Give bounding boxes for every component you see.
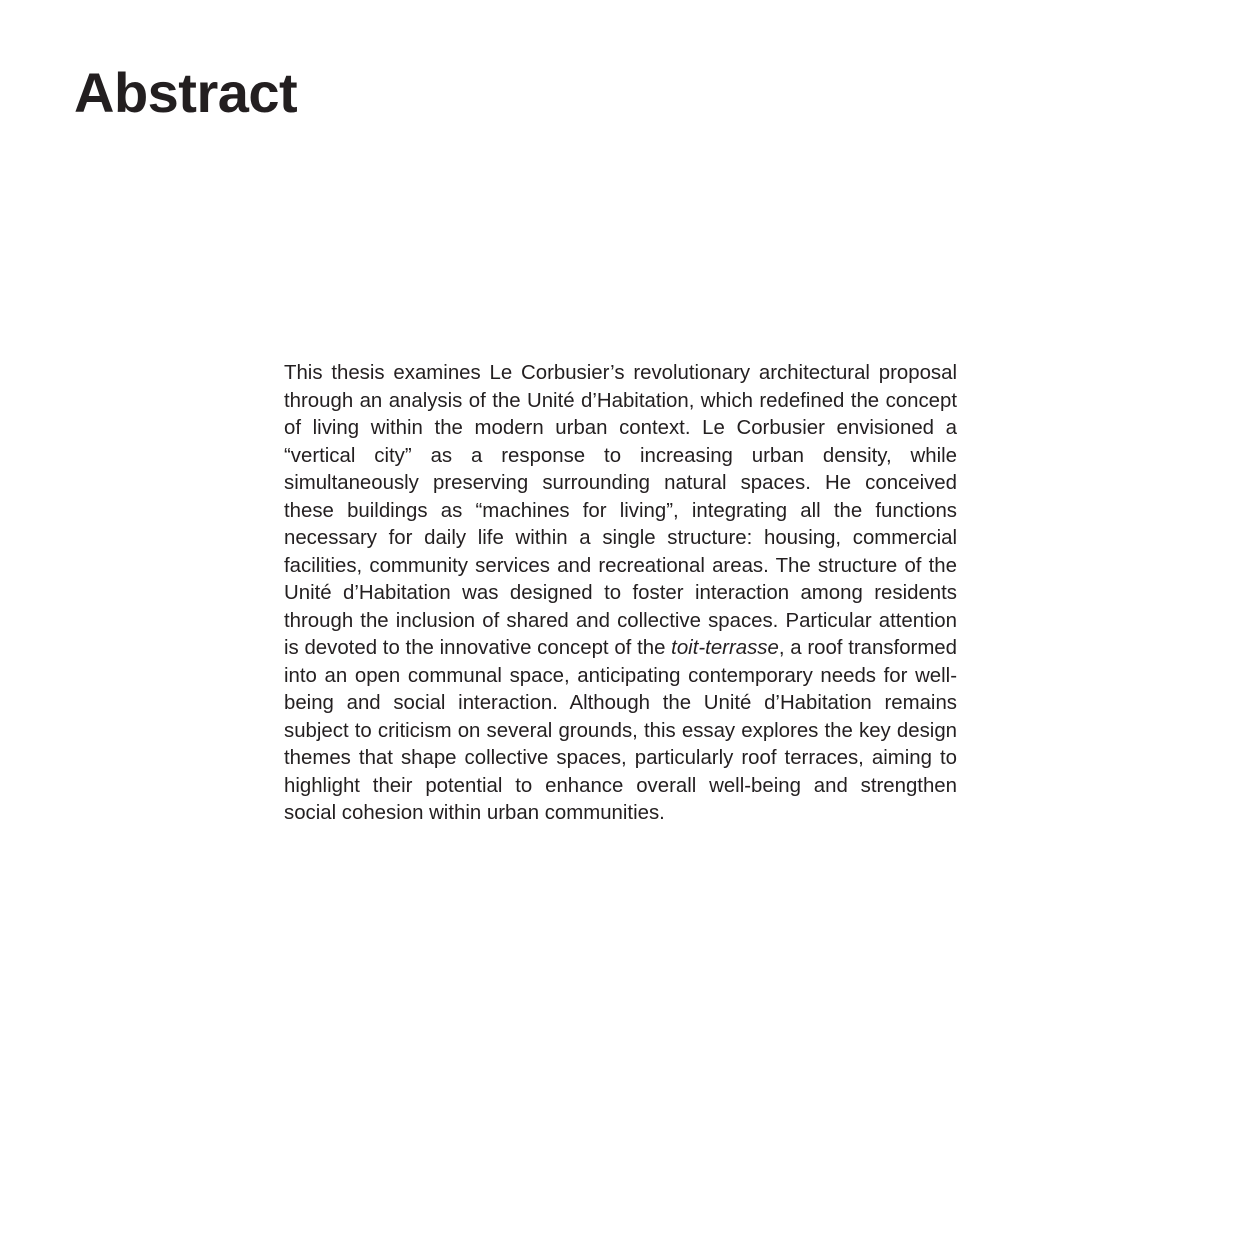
abstract-paragraph <box>284 360 957 828</box>
page-title: Abstract <box>74 61 298 124</box>
abstract-text-part1: This thesis examines Le Corbusier’s revolutionary architectural proposal through an analysis of the Unité d’Habitation, which redefined the concept of living within the modern urban context. Le Corbusier envisioned a “vertical city” as a response to increasing urban density, while simultaneously preserving surrounding natural spaces. He conceived these buildings as “machines for living”, integrating all the functions necessary for daily life within a single structure: housing, commercial facilities, community services and recreational areas. The structure of the Unité d’Habitation was designed to foster interaction among residents through the inclusion of shared and collective spaces. Particular attention is devoted to the innovative concept of the <box>284 362 957 659</box>
abstract-text-part2: , a roof transformed into an open communal space, anticipating contemporary needs for well-being and social interaction. Although the Unité d’Habitation remains subject to criticism on several grounds, this essay explores the key design themes that shape collective spaces, particularly roof terraces, aiming to highlight their potential to enhance overall well-being and strengthen social cohesion within urban communities. <box>284 637 957 824</box>
abstract-italic-term: toit-terrasse <box>671 637 779 659</box>
